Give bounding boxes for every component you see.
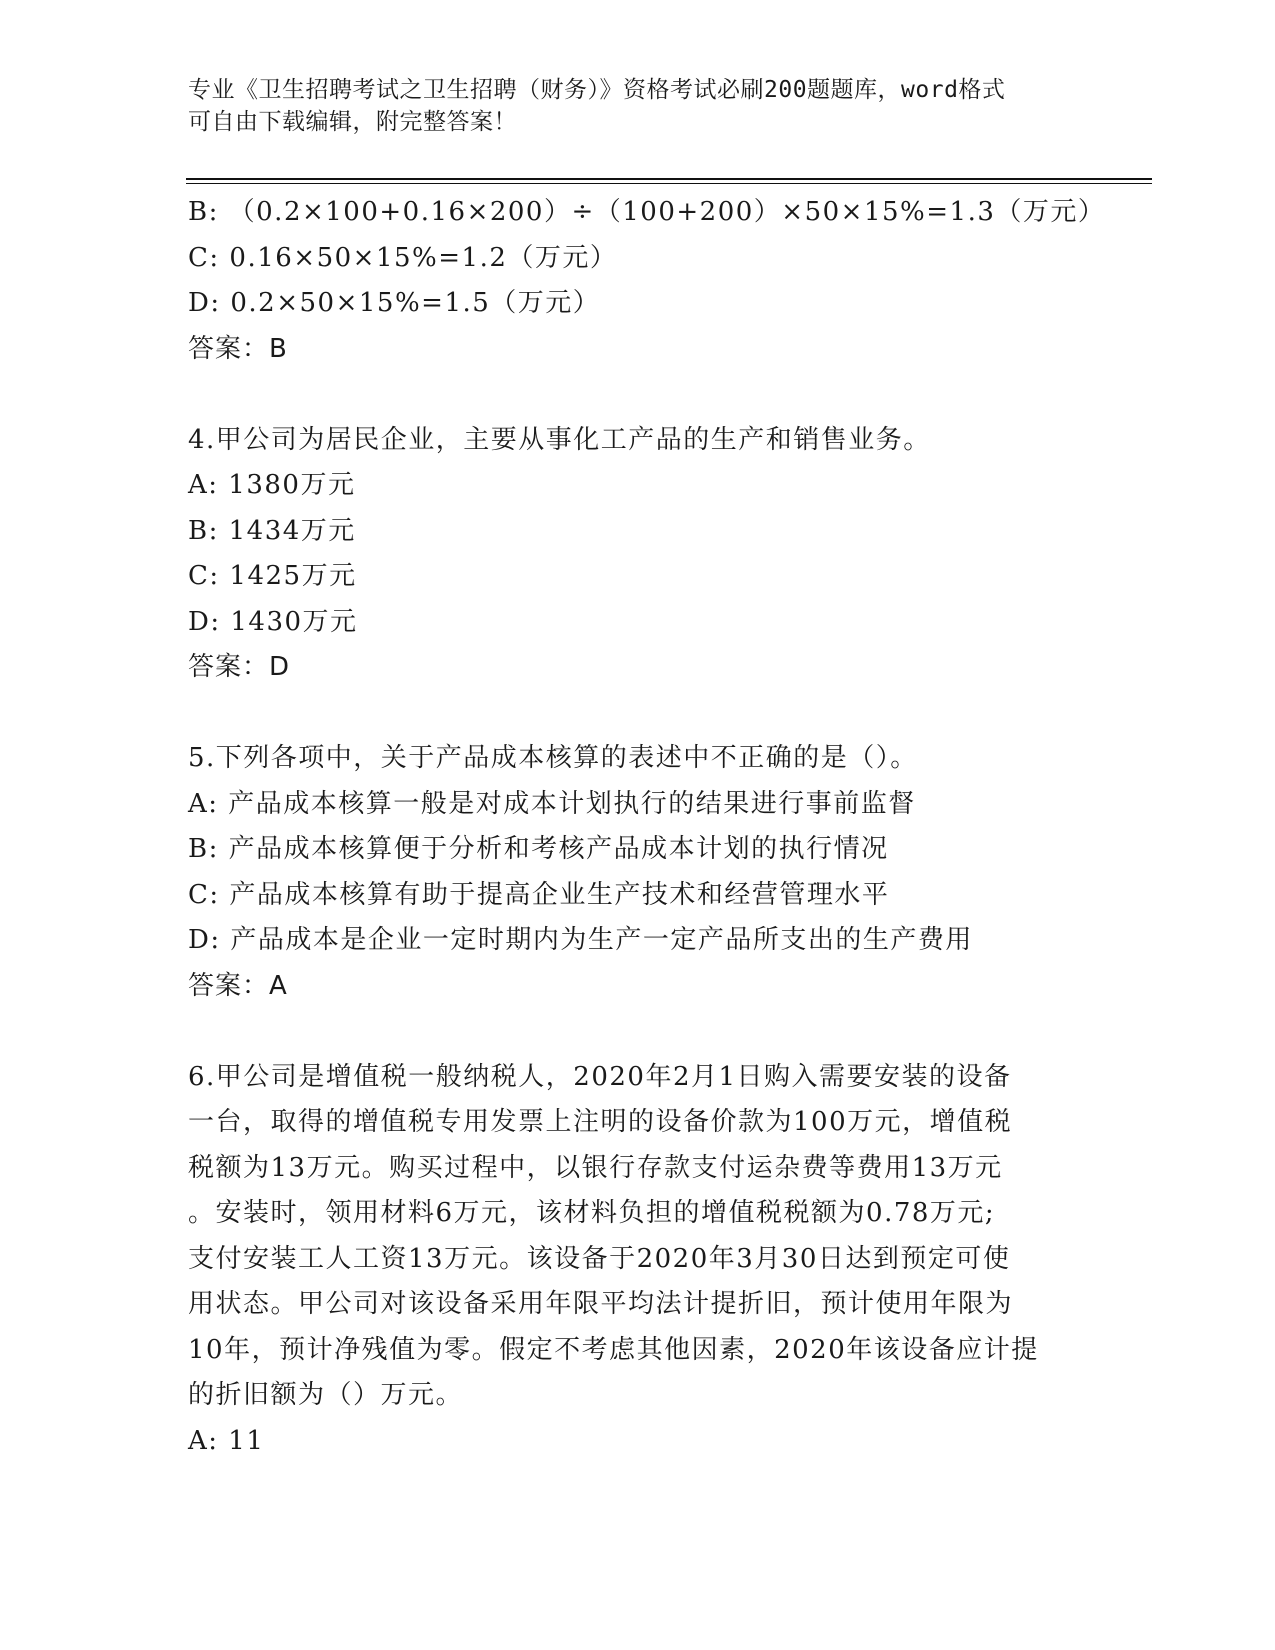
q5-option-d: D: 产品成本是企业一定时期内为生产一定产品所支出的生产费用: [188, 925, 973, 955]
q4-question: 4.甲公司为居民企业，主要从事化工产品的生产和销售业务。: [188, 424, 931, 455]
q4-option-a: A: 1380万元: [188, 470, 356, 500]
q5-option-c: C: 产品成本核算有助于提高企业生产技术和经营管理水平: [188, 879, 890, 910]
q5-option-a: A: 产品成本核算一般是对成本计划执行的结果进行事前监督: [188, 788, 916, 819]
q5-question: 5.下列各项中，关于产品成本核算的表述中不正确的是（）。: [188, 743, 918, 773]
question-6-block: [188, 1055, 1088, 1465]
question-5-block: [188, 736, 1088, 1009]
header-rule-thin: [186, 183, 1152, 184]
q5-option-b: B: 产品成本核算便于分析和考核产品成本计划的执行情况: [188, 834, 889, 864]
q6-option-a: A: 11: [188, 1425, 265, 1456]
header-line-1: 专业《卫生招聘考试之卫生招聘（财务）》资格考试必刷200题题库，word格式: [188, 77, 1006, 103]
q3-option-c: C: 0.16×50×15%=1.2（万元）: [188, 242, 618, 273]
question-3-block: [188, 190, 1106, 372]
header-line-2: 可自由下载编辑，附完整答案！: [188, 109, 517, 135]
q6-question-line: 一台，取得的增值税专用发票上注明的设备价款为100万元，增值税: [188, 1107, 1013, 1137]
q4-answer: 答案：D: [188, 652, 291, 682]
q6-question-line: 税额为13万元。购买过程中，以银行存款支付运杂费等费用13万元: [188, 1152, 1003, 1183]
question-4-block: [188, 418, 1088, 691]
q3-answer: 答案：B: [188, 333, 288, 364]
spacer: [188, 1009, 1088, 1055]
spacer: [188, 691, 1088, 737]
q6-question-line: 支付安装工人工资13万元。该设备于2020年3月30日达到预定可使: [188, 1243, 1011, 1274]
q6-question-line: 10年，预计净残值为零。假定不考虑其他因素，2020年该设备应计提: [188, 1334, 1039, 1365]
q4-option-c: C: 1425万元: [188, 561, 357, 591]
q6-question-line: 6.甲公司是增值税一般纳税人，2020年2月1日购入需要安装的设备: [188, 1061, 1012, 1092]
header-rule-thick: [186, 178, 1152, 180]
q4-option-d: D: 1430万元: [188, 606, 358, 637]
q3-option-d: D: 0.2×50×15%=1.5（万元）: [188, 288, 601, 318]
q6-question-line: 的折旧额为（）万元。: [188, 1380, 464, 1410]
spacer: [188, 372, 1088, 418]
document-header: [188, 74, 1068, 138]
q6-question-line: 用状态。甲公司对该设备采用年限平均法计提折旧，预计使用年限为: [188, 1289, 1014, 1319]
q4-option-b: B: 1434万元: [188, 515, 356, 546]
q6-question-line: 。安装时，领用材料6万元，该材料负担的增值税税额为0.78万元;: [188, 1198, 996, 1228]
q5-answer: 答案：A: [188, 970, 288, 1001]
document-body: [188, 190, 1106, 1464]
q3-option-b: B: （0.2×100+0.16×200）÷（100+200）×50×15%=1.3（万元）: [188, 197, 1106, 227]
